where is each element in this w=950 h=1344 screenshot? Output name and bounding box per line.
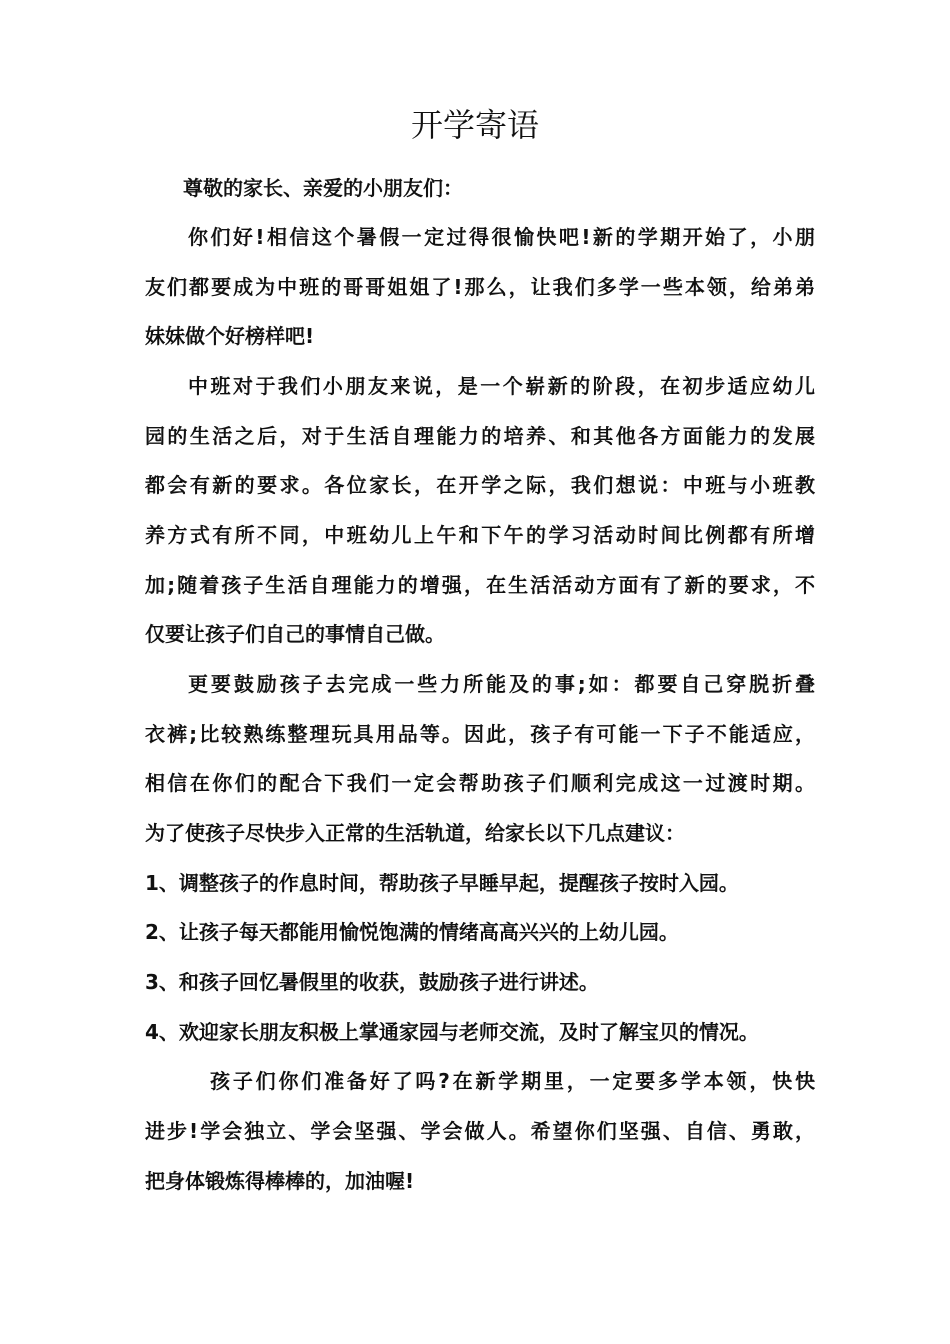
paragraph-2-line-4: 养方式有所不同，中班幼儿上午和下午的学习活动时间比例都有所增 — [145, 523, 815, 547]
paragraph-1-line-1: 你们好!相信这个暑假一定过得很愉快吧!新的学期开始了，小朋 — [188, 225, 815, 249]
salutation: 尊敬的家长、亲爱的小朋友们： — [183, 176, 463, 200]
suggestion-item-4: 4、欢迎家长朋友积极上掌通家园与老师交流，及时了解宝贝的情况。 — [145, 1020, 759, 1044]
suggestion-item-3: 3、和孩子回忆暑假里的收获，鼓励孩子进行讲述。 — [145, 970, 599, 994]
paragraph-2-line-5: 加;随着孩子生活自理能力的增强，在生活活动方面有了新的要求，不 — [145, 573, 815, 597]
paragraph-1-line-3: 妹妹做个好榜样吧! — [145, 324, 315, 348]
closing-line-2: 进步!学会独立、学会坚强、学会做人。希望你们坚强、自信、勇敢， — [145, 1119, 815, 1143]
document-title: 开学寄语 — [410, 106, 539, 144]
paragraph-2-line-1: 中班对于我们小朋友来说，是一个崭新的阶段，在初步适应幼儿 — [188, 374, 815, 398]
closing-line-3: 把身体锻炼得棒棒的，加油喔! — [145, 1169, 415, 1193]
paragraph-2-line-6: 仅要让孩子们自己的事情自己做。 — [145, 622, 445, 646]
paragraph-2-line-3: 都会有新的要求。各位家长，在开学之际，我们想说：中班与小班教 — [145, 473, 815, 497]
closing-line-1: 孩子们你们准备好了吗?在新学期里，一定要多学本领，快快 — [210, 1069, 815, 1093]
suggestion-item-1: 1、调整孩子的作息时间，帮助孩子早睡早起，提醒孩子按时入园。 — [145, 871, 739, 895]
paragraph-1-line-2: 友们都要成为中班的哥哥姐姐了!那么，让我们多学一些本领，给弟弟 — [145, 275, 815, 299]
suggestion-item-2: 2、让孩子每天都能用愉悦饱满的情绪高高兴兴的上幼儿园。 — [145, 920, 679, 944]
paragraph-3-line-3: 相信在你们的配合下我们一定会帮助孩子们顺利完成这一过渡时期。 — [145, 771, 815, 795]
paragraph-3-line-2: 衣裤;比较熟练整理玩具用品等。因此，孩子有可能一下子不能适应， — [145, 722, 815, 746]
paragraph-3-line-1: 更要鼓励孩子去完成一些力所能及的事;如：都要自己穿脱折叠 — [188, 672, 815, 696]
paragraph-2-line-2: 园的生活之后，对于生活自理能力的培养、和其他各方面能力的发展 — [145, 424, 815, 448]
paragraph-3-line-4: 为了使孩子尽快步入正常的生活轨道，给家长以下几点建议： — [145, 821, 685, 845]
